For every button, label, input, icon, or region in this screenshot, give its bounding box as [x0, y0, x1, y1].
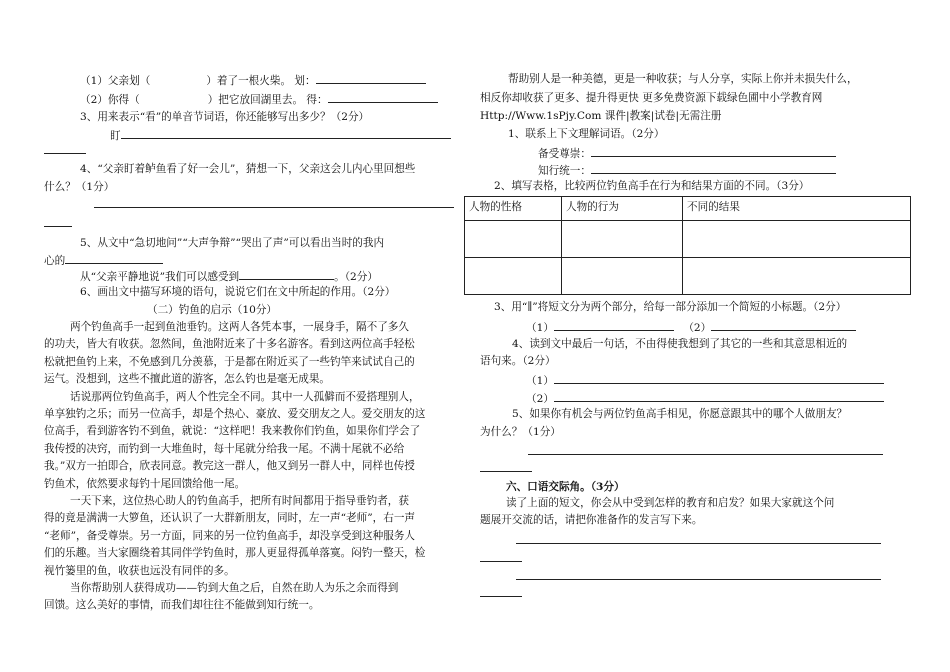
- answer-blank[interactable]: [121, 127, 451, 139]
- answer-line[interactable]: [516, 543, 881, 544]
- answer-blank[interactable]: [65, 252, 163, 264]
- passage-line: 两个钓鱼高手一起到鱼池垂钓。这两人各凭本事，一展身手，隔不了多久: [70, 321, 409, 333]
- answer-blank[interactable]: [239, 268, 334, 280]
- answer-line[interactable]: [94, 207, 454, 208]
- table-cell[interactable]: [562, 221, 683, 258]
- q3-answer-line: 盯: [110, 127, 451, 143]
- answer-blank[interactable]: [554, 390, 884, 402]
- question-2: 2、填写表格，比较两位钓鱼高手在行为和结果方面的不同。（3分）: [494, 180, 810, 192]
- intro-line-2: 相反你却收获了更多、提升得更快 更多免费资源下载绿色圃中小学教育网: [480, 92, 823, 104]
- q-sub2: （2）你得（ ）把它放回湖里去。 得：: [80, 91, 438, 107]
- answer-line[interactable]: [528, 454, 883, 455]
- comparison-table: [464, 196, 911, 295]
- table-cell[interactable]: [683, 221, 911, 258]
- answer-blank[interactable]: [711, 319, 856, 331]
- answer-line[interactable]: [44, 153, 86, 154]
- question-5-line2: 心的: [44, 252, 163, 268]
- passage-line: 视竹篓里的鱼，收获也远没有同伴的多。: [44, 564, 235, 577]
- header-cell: 人物的性格: [465, 197, 562, 221]
- question-5-line1: 5、如果你有机会与两位钓鱼高手相见，你愿意跟其中的哪个人做朋友？: [512, 408, 848, 420]
- answer-line[interactable]: [516, 579, 881, 580]
- question-5-line3: 从“父亲平静地说”我们可以感受到 。（2分）: [80, 268, 378, 284]
- q4-answer-2: （2）: [526, 390, 884, 406]
- question-4-line1: 4、“父亲盯着鲈鱼看了好一会儿”，猜想一下，父亲这会儿内心里回想些: [80, 163, 416, 175]
- table-cell[interactable]: [465, 221, 562, 258]
- q3-answers: （1） （2）: [526, 319, 856, 335]
- answer-blank[interactable]: [591, 162, 836, 174]
- section6-line1: 读了上面的短文，你会从中受到怎样的教育和启发？如果大家就这个问: [506, 497, 835, 509]
- intro-line-1: 帮助别人是一种美德，更是一种收获；与人分享，实际上你并未损失什么，: [508, 73, 858, 85]
- passage-line: 运气。没想到，这些不擅此道的游客，怎么钓也是毫无成果。: [44, 373, 331, 386]
- intro-line-3: Http://Www.1sPjy.Com 课件|教案|试卷|无需注册: [480, 110, 722, 122]
- q-sub1: （1）父亲划（ ）着了一根火柴。 划：: [80, 72, 426, 88]
- passage-line: “老师”，备受尊崇。另一方面，同来的另一位钓鱼高手，却没享受到这种服务人: [44, 529, 416, 542]
- header-cell: 不同的结果: [683, 197, 911, 221]
- answer-blank[interactable]: [328, 91, 438, 103]
- answer-line[interactable]: [480, 561, 522, 562]
- question-4-line1: 4、读到文中最后一句话，不由得使我想到了其它的一些和其意思相近的: [512, 338, 848, 350]
- section-title: 六、口语交际角。（3分）: [506, 481, 625, 493]
- passage-line: 我传授的决窍，而钓到一大堆鱼时，每十尾就分给我一尾。不满十尾就不必给: [44, 442, 405, 455]
- passage-line: 们的乐趣。当大家圈绕着其同伴学钓鱼时，那人更显得孤单落寞。闷钓一整天，检: [44, 547, 426, 560]
- q4-answer-1: （1）: [526, 372, 884, 388]
- passage-line: 的功夫，皆大有收获。忽然间，鱼池附近来了十多名游客。看到这两位高手轻松: [44, 338, 415, 351]
- passage-line: 单享独钓之乐；而另一位高手，却是个热心、豪放、爱交朋友之人。爱交朋友的这: [44, 408, 426, 420]
- passage-line: 回馈。这么美好的事情，而我们却往往不能做到知行统一。: [44, 599, 320, 612]
- question-5-line2: 为什么？（1分）: [480, 426, 561, 438]
- question-1: 1、联系上下文理解词语。（2分）: [508, 128, 665, 140]
- answer-line[interactable]: [480, 471, 532, 472]
- question-3: 3、用“∥”将短文分为两个部分，给每一部分添加一个简短的小标题。（2分）: [494, 301, 847, 313]
- passage-line: 位高手，看到游客钓不到鱼，就说：“这样吧！我来教你们钓鱼，如果你们学会了: [44, 425, 421, 438]
- passage-line: 松就把鱼钓上来，不免感到几分羡慕，于是都在附近买了一些钓竿来试试自己的: [44, 355, 415, 368]
- passage-line: 钓鱼术，依然要求每钓十尾回馈给他一尾。: [44, 477, 246, 490]
- passage-line: 当你帮助别人获得成功——钓到大鱼之后，自然在助人为乐之余而得到: [70, 582, 399, 594]
- answer-blank[interactable]: [591, 145, 836, 157]
- passage-line: 话说那两位钓鱼高手，两人个性完全不同。其中一人孤僻而不爱搭理别人，: [70, 390, 420, 403]
- answer-blank[interactable]: [554, 372, 884, 384]
- answer-line[interactable]: [44, 226, 72, 227]
- question-4-line2: 语句来。（2分）: [480, 355, 556, 367]
- section-title: （二）钓鱼的启示（10分）: [147, 304, 278, 316]
- passage-line: 我。”双方一拍即合，欣表同意。教完这一群人，他又到另一群人中，同样也传授: [44, 460, 415, 473]
- header-cell: 人物的行为: [562, 197, 683, 221]
- question-3: 3、用来表示“看”的单音节词语，你还能够写出多少？（2分）: [80, 111, 370, 123]
- section6-line2: 题展开交流的话，请把你准备作的发言写下来。: [480, 514, 703, 526]
- table-cell[interactable]: [562, 258, 683, 295]
- table-cell[interactable]: [465, 258, 562, 295]
- answer-line[interactable]: [480, 596, 522, 597]
- question-4-line2: 什么？（1分）: [44, 181, 115, 193]
- term-1: 备受尊崇：: [538, 145, 836, 161]
- term-2: 知行统一：: [538, 162, 836, 178]
- table-cell[interactable]: [683, 258, 911, 295]
- question-6: 6、画出文中描写环境的语句，说说它们在文中所起的作用。（2分）: [80, 286, 396, 298]
- passage-line: 一天下来，这位热心助人的钓鱼高手，把所有时间都用于指导垂钓者，获: [70, 495, 409, 507]
- answer-blank[interactable]: [554, 319, 674, 331]
- passage-line: 得的竟是满满一大箩鱼，还认识了一大群新朋友，同时，左一声“老师”，右一声: [44, 512, 416, 525]
- question-5-line1: 5、从文中“急切地问”“大声争辩”“哭出了声”可以看出当时的我内: [80, 237, 385, 249]
- answer-blank[interactable]: [316, 72, 426, 84]
